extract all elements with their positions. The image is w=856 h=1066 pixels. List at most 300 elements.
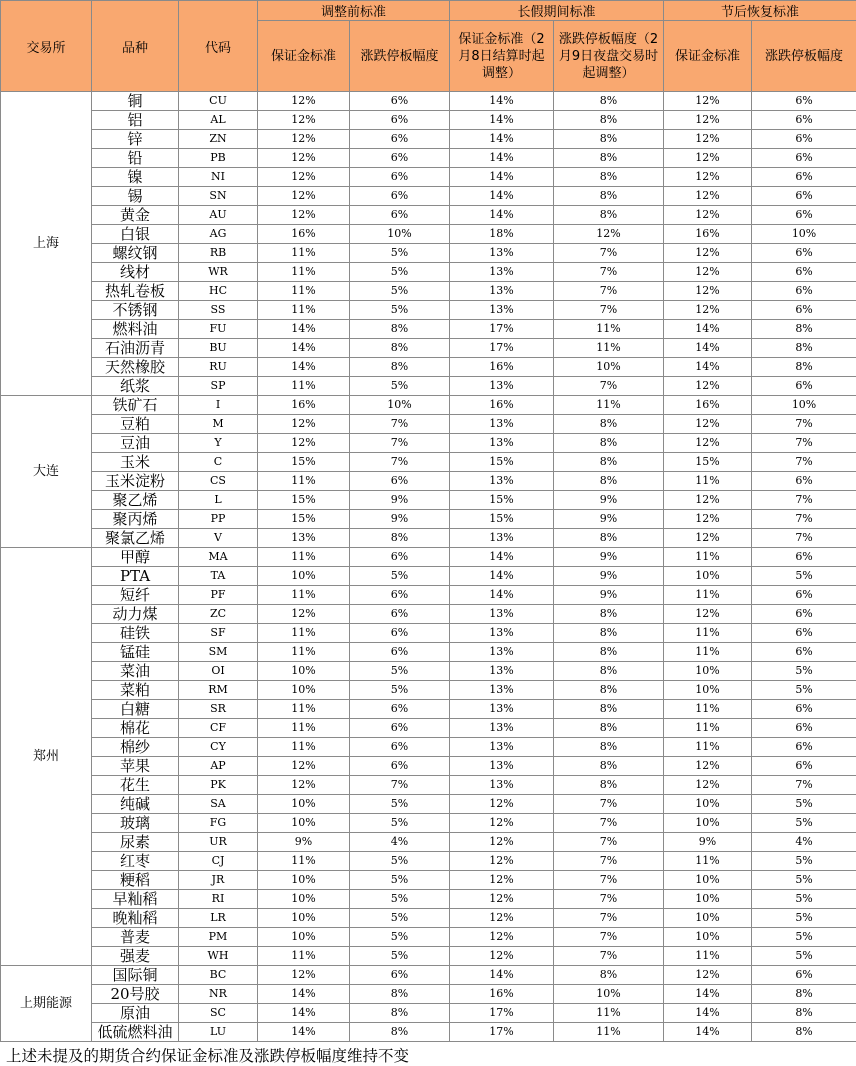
limit-holiday-cell: 8% bbox=[554, 206, 664, 225]
margin-before-cell: 14% bbox=[258, 985, 350, 1004]
margin-before-cell: 10% bbox=[258, 681, 350, 700]
table-row bbox=[1, 529, 856, 548]
margin-holiday-cell: 12% bbox=[450, 833, 554, 852]
variety-cell: 纸浆 bbox=[92, 377, 179, 396]
limit-before-cell: 5% bbox=[350, 377, 450, 396]
code-cell: MA bbox=[179, 548, 258, 567]
margin-holiday-cell: 12% bbox=[450, 795, 554, 814]
code-cell: SA bbox=[179, 795, 258, 814]
code-cell: PP bbox=[179, 510, 258, 529]
header-group-after: 节后恢复标准 bbox=[664, 1, 856, 21]
variety-cell: 20号胶 bbox=[92, 985, 179, 1004]
table-row bbox=[1, 377, 856, 396]
limit-before-cell: 6% bbox=[350, 966, 450, 985]
limit-after-cell: 6% bbox=[752, 548, 856, 567]
code-cell: CU bbox=[179, 92, 258, 111]
limit-before-cell: 5% bbox=[350, 301, 450, 320]
table-row bbox=[1, 491, 856, 510]
limit-holiday-cell: 11% bbox=[554, 396, 664, 415]
table-row bbox=[1, 339, 856, 358]
limit-holiday-cell: 9% bbox=[554, 491, 664, 510]
code-cell: OI bbox=[179, 662, 258, 681]
margin-holiday-cell: 15% bbox=[450, 453, 554, 472]
code-cell: WR bbox=[179, 263, 258, 282]
limit-holiday-cell: 8% bbox=[554, 738, 664, 757]
limit-holiday-cell: 8% bbox=[554, 757, 664, 776]
table-row bbox=[1, 643, 856, 662]
limit-after-cell: 7% bbox=[752, 415, 856, 434]
code-cell: SM bbox=[179, 643, 258, 662]
margin-before-cell: 10% bbox=[258, 795, 350, 814]
limit-after-cell: 10% bbox=[752, 396, 856, 415]
limit-holiday-cell: 7% bbox=[554, 947, 664, 966]
code-cell: PB bbox=[179, 149, 258, 168]
limit-after-cell: 8% bbox=[752, 339, 856, 358]
variety-cell: 短纤 bbox=[92, 586, 179, 605]
limit-before-cell: 5% bbox=[350, 909, 450, 928]
margin-after-cell: 12% bbox=[664, 377, 752, 396]
code-cell: RI bbox=[179, 890, 258, 909]
margin-after-cell: 12% bbox=[664, 263, 752, 282]
limit-holiday-cell: 8% bbox=[554, 643, 664, 662]
margin-before-cell: 12% bbox=[258, 168, 350, 187]
limit-before-cell: 6% bbox=[350, 92, 450, 111]
margin-before-cell: 11% bbox=[258, 472, 350, 491]
table-row bbox=[1, 624, 856, 643]
margin-holiday-cell: 14% bbox=[450, 586, 554, 605]
code-cell: HC bbox=[179, 282, 258, 301]
variety-cell: 铝 bbox=[92, 111, 179, 130]
margin-before-cell: 14% bbox=[258, 358, 350, 377]
limit-holiday-cell: 7% bbox=[554, 282, 664, 301]
table-row bbox=[1, 92, 856, 111]
variety-cell: 纯碱 bbox=[92, 795, 179, 814]
margin-after-cell: 12% bbox=[664, 111, 752, 130]
limit-before-cell: 6% bbox=[350, 111, 450, 130]
table-row bbox=[1, 510, 856, 529]
variety-cell: 粳稻 bbox=[92, 871, 179, 890]
table-row bbox=[1, 662, 856, 681]
margin-after-cell: 12% bbox=[664, 301, 752, 320]
limit-holiday-cell: 9% bbox=[554, 586, 664, 605]
variety-cell: 天然橡胶 bbox=[92, 358, 179, 377]
limit-holiday-cell: 7% bbox=[554, 244, 664, 263]
code-cell: BU bbox=[179, 339, 258, 358]
code-cell: PM bbox=[179, 928, 258, 947]
margin-before-cell: 11% bbox=[258, 263, 350, 282]
table-row bbox=[1, 567, 856, 586]
limit-holiday-cell: 7% bbox=[554, 928, 664, 947]
margin-before-cell: 14% bbox=[258, 339, 350, 358]
table-row bbox=[1, 206, 856, 225]
code-cell: SN bbox=[179, 187, 258, 206]
variety-cell: 不锈钢 bbox=[92, 301, 179, 320]
table-row bbox=[1, 301, 856, 320]
code-cell: CS bbox=[179, 472, 258, 491]
margin-holiday-cell: 13% bbox=[450, 605, 554, 624]
table-row bbox=[1, 871, 856, 890]
table-body bbox=[1, 92, 856, 1042]
limit-after-cell: 7% bbox=[752, 491, 856, 510]
margin-after-cell: 14% bbox=[664, 339, 752, 358]
margin-holiday-cell: 14% bbox=[450, 149, 554, 168]
code-cell: NR bbox=[179, 985, 258, 1004]
margin-before-cell: 12% bbox=[258, 776, 350, 795]
limit-holiday-cell: 7% bbox=[554, 263, 664, 282]
margin-after-cell: 10% bbox=[664, 928, 752, 947]
table-row bbox=[1, 833, 856, 852]
margin-before-cell: 14% bbox=[258, 320, 350, 339]
table-row bbox=[1, 244, 856, 263]
variety-cell: 甲醇 bbox=[92, 548, 179, 567]
table-row bbox=[1, 396, 856, 415]
limit-before-cell: 9% bbox=[350, 510, 450, 529]
limit-after-cell: 5% bbox=[752, 890, 856, 909]
code-cell: C bbox=[179, 453, 258, 472]
limit-holiday-cell: 8% bbox=[554, 472, 664, 491]
margin-holiday-cell: 13% bbox=[450, 244, 554, 263]
variety-cell: 尿素 bbox=[92, 833, 179, 852]
limit-holiday-cell: 7% bbox=[554, 301, 664, 320]
margin-after-cell: 16% bbox=[664, 396, 752, 415]
limit-before-cell: 7% bbox=[350, 453, 450, 472]
margin-after-cell: 12% bbox=[664, 776, 752, 795]
exchange-cell: 上海 bbox=[1, 92, 92, 396]
limit-after-cell: 7% bbox=[752, 510, 856, 529]
variety-cell: 棉花 bbox=[92, 719, 179, 738]
variety-cell: 豆油 bbox=[92, 434, 179, 453]
code-cell: LU bbox=[179, 1023, 258, 1042]
margin-before-cell: 16% bbox=[258, 225, 350, 244]
code-cell: AG bbox=[179, 225, 258, 244]
table-header bbox=[1, 1, 856, 92]
margin-holiday-cell: 13% bbox=[450, 415, 554, 434]
code-cell: CJ bbox=[179, 852, 258, 871]
margin-holiday-cell: 17% bbox=[450, 339, 554, 358]
table-row bbox=[1, 700, 856, 719]
margin-before-cell: 11% bbox=[258, 586, 350, 605]
variety-cell: 动力煤 bbox=[92, 605, 179, 624]
limit-after-cell: 6% bbox=[752, 966, 856, 985]
table-row bbox=[1, 909, 856, 928]
margin-holiday-cell: 13% bbox=[450, 624, 554, 643]
code-cell: NI bbox=[179, 168, 258, 187]
limit-after-cell: 5% bbox=[752, 928, 856, 947]
margin-holiday-cell: 12% bbox=[450, 852, 554, 871]
code-cell: RU bbox=[179, 358, 258, 377]
margin-holiday-cell: 13% bbox=[450, 662, 554, 681]
limit-before-cell: 8% bbox=[350, 358, 450, 377]
limit-before-cell: 6% bbox=[350, 757, 450, 776]
margin-after-cell: 10% bbox=[664, 909, 752, 928]
limit-holiday-cell: 8% bbox=[554, 624, 664, 643]
margin-before-cell: 12% bbox=[258, 187, 350, 206]
limit-holiday-cell: 7% bbox=[554, 871, 664, 890]
limit-after-cell: 5% bbox=[752, 814, 856, 833]
limit-after-cell: 5% bbox=[752, 852, 856, 871]
margin-holiday-cell: 13% bbox=[450, 681, 554, 700]
limit-before-cell: 5% bbox=[350, 852, 450, 871]
margin-after-cell: 11% bbox=[664, 852, 752, 871]
limit-after-cell: 6% bbox=[752, 624, 856, 643]
limit-holiday-cell: 8% bbox=[554, 966, 664, 985]
variety-cell: 硅铁 bbox=[92, 624, 179, 643]
limit-after-cell: 5% bbox=[752, 947, 856, 966]
variety-cell: 黄金 bbox=[92, 206, 179, 225]
code-cell: SR bbox=[179, 700, 258, 719]
limit-before-cell: 6% bbox=[350, 168, 450, 187]
limit-before-cell: 4% bbox=[350, 833, 450, 852]
limit-holiday-cell: 8% bbox=[554, 415, 664, 434]
table-row bbox=[1, 719, 856, 738]
limit-holiday-cell: 8% bbox=[554, 149, 664, 168]
limit-after-cell: 7% bbox=[752, 434, 856, 453]
margin-before-cell: 14% bbox=[258, 1023, 350, 1042]
header-margin-holiday: 保证金标准（2月8日结算时起调整） bbox=[450, 21, 554, 92]
limit-after-cell: 6% bbox=[752, 244, 856, 263]
limit-after-cell: 6% bbox=[752, 738, 856, 757]
margin-after-cell: 12% bbox=[664, 415, 752, 434]
table-row bbox=[1, 187, 856, 206]
margin-before-cell: 12% bbox=[258, 111, 350, 130]
code-cell: JR bbox=[179, 871, 258, 890]
margin-after-cell: 12% bbox=[664, 130, 752, 149]
table-row bbox=[1, 282, 856, 301]
margin-holiday-cell: 13% bbox=[450, 738, 554, 757]
code-cell: UR bbox=[179, 833, 258, 852]
margin-before-cell: 9% bbox=[258, 833, 350, 852]
limit-before-cell: 6% bbox=[350, 206, 450, 225]
margin-holiday-cell: 16% bbox=[450, 396, 554, 415]
limit-before-cell: 8% bbox=[350, 529, 450, 548]
margin-before-cell: 11% bbox=[258, 643, 350, 662]
margin-holiday-cell: 13% bbox=[450, 757, 554, 776]
variety-cell: 线材 bbox=[92, 263, 179, 282]
margin-holiday-cell: 13% bbox=[450, 700, 554, 719]
code-cell: M bbox=[179, 415, 258, 434]
margin-before-cell: 11% bbox=[258, 947, 350, 966]
variety-cell: 低硫燃料油 bbox=[92, 1023, 179, 1042]
table-row bbox=[1, 890, 856, 909]
margin-before-cell: 12% bbox=[258, 605, 350, 624]
limit-after-cell: 6% bbox=[752, 586, 856, 605]
margin-before-cell: 12% bbox=[258, 92, 350, 111]
limit-after-cell: 7% bbox=[752, 453, 856, 472]
margin-before-cell: 16% bbox=[258, 396, 350, 415]
limit-before-cell: 5% bbox=[350, 795, 450, 814]
limit-before-cell: 5% bbox=[350, 681, 450, 700]
margin-after-cell: 11% bbox=[664, 643, 752, 662]
limit-after-cell: 7% bbox=[752, 776, 856, 795]
variety-cell: 铁矿石 bbox=[92, 396, 179, 415]
code-cell: TA bbox=[179, 567, 258, 586]
limit-holiday-cell: 8% bbox=[554, 681, 664, 700]
margin-holiday-cell: 17% bbox=[450, 1004, 554, 1023]
limit-before-cell: 8% bbox=[350, 320, 450, 339]
header-variety: 品种 bbox=[92, 1, 179, 92]
margin-holiday-cell: 15% bbox=[450, 510, 554, 529]
margin-holiday-cell: 16% bbox=[450, 358, 554, 377]
margin-after-cell: 12% bbox=[664, 92, 752, 111]
variety-cell: 螺纹钢 bbox=[92, 244, 179, 263]
margin-before-cell: 14% bbox=[258, 1004, 350, 1023]
variety-cell: 国际铜 bbox=[92, 966, 179, 985]
margin-holiday-cell: 13% bbox=[450, 776, 554, 795]
limit-holiday-cell: 11% bbox=[554, 1023, 664, 1042]
table-row bbox=[1, 605, 856, 624]
limit-before-cell: 6% bbox=[350, 586, 450, 605]
code-cell: V bbox=[179, 529, 258, 548]
code-cell: SC bbox=[179, 1004, 258, 1023]
variety-cell: 铅 bbox=[92, 149, 179, 168]
code-cell: AL bbox=[179, 111, 258, 130]
variety-cell: 聚氯乙烯 bbox=[92, 529, 179, 548]
limit-holiday-cell: 9% bbox=[554, 567, 664, 586]
limit-after-cell: 5% bbox=[752, 871, 856, 890]
margin-after-cell: 12% bbox=[664, 605, 752, 624]
limit-holiday-cell: 7% bbox=[554, 377, 664, 396]
table-row bbox=[1, 320, 856, 339]
limit-holiday-cell: 10% bbox=[554, 358, 664, 377]
limit-holiday-cell: 11% bbox=[554, 339, 664, 358]
margin-after-cell: 10% bbox=[664, 871, 752, 890]
margin-before-cell: 11% bbox=[258, 282, 350, 301]
limit-before-cell: 5% bbox=[350, 263, 450, 282]
margin-after-cell: 10% bbox=[664, 567, 752, 586]
header-margin-before: 保证金标准 bbox=[258, 21, 350, 92]
exchange-cell: 大连 bbox=[1, 396, 92, 548]
margin-after-cell: 12% bbox=[664, 187, 752, 206]
margin-holiday-cell: 13% bbox=[450, 434, 554, 453]
margin-holiday-cell: 15% bbox=[450, 491, 554, 510]
limit-holiday-cell: 7% bbox=[554, 909, 664, 928]
table-row bbox=[1, 586, 856, 605]
code-cell: WH bbox=[179, 947, 258, 966]
limit-before-cell: 6% bbox=[350, 605, 450, 624]
limit-holiday-cell: 8% bbox=[554, 187, 664, 206]
code-cell: I bbox=[179, 396, 258, 415]
limit-after-cell: 6% bbox=[752, 206, 856, 225]
limit-before-cell: 8% bbox=[350, 339, 450, 358]
table-row bbox=[1, 130, 856, 149]
limit-holiday-cell: 8% bbox=[554, 700, 664, 719]
limit-after-cell: 6% bbox=[752, 757, 856, 776]
header-group-before: 调整前标准 bbox=[258, 1, 450, 21]
table-row bbox=[1, 681, 856, 700]
margin-holiday-cell: 12% bbox=[450, 947, 554, 966]
margin-holiday-cell: 13% bbox=[450, 263, 554, 282]
margin-after-cell: 11% bbox=[664, 700, 752, 719]
limit-after-cell: 6% bbox=[752, 719, 856, 738]
limit-after-cell: 10% bbox=[752, 225, 856, 244]
margin-holiday-cell: 13% bbox=[450, 643, 554, 662]
limit-after-cell: 6% bbox=[752, 168, 856, 187]
limit-after-cell: 8% bbox=[752, 320, 856, 339]
limit-before-cell: 9% bbox=[350, 491, 450, 510]
margin-holiday-cell: 14% bbox=[450, 187, 554, 206]
margin-before-cell: 10% bbox=[258, 662, 350, 681]
limit-holiday-cell: 8% bbox=[554, 529, 664, 548]
margin-after-cell: 12% bbox=[664, 491, 752, 510]
margin-before-cell: 12% bbox=[258, 149, 350, 168]
margin-after-cell: 14% bbox=[664, 320, 752, 339]
limit-before-cell: 7% bbox=[350, 776, 450, 795]
variety-cell: 石油沥青 bbox=[92, 339, 179, 358]
margin-holiday-cell: 14% bbox=[450, 130, 554, 149]
limit-after-cell: 5% bbox=[752, 681, 856, 700]
margin-after-cell: 12% bbox=[664, 966, 752, 985]
header-exchange: 交易所 bbox=[1, 1, 92, 92]
limit-after-cell: 6% bbox=[752, 377, 856, 396]
variety-cell: 燃料油 bbox=[92, 320, 179, 339]
code-cell: PK bbox=[179, 776, 258, 795]
table-row bbox=[1, 947, 856, 966]
footnote: 上述未提及的期货合约保证金标准及涨跌停板幅度维持不变 bbox=[6, 1047, 410, 1065]
margin-before-cell: 11% bbox=[258, 719, 350, 738]
margin-after-cell: 11% bbox=[664, 586, 752, 605]
limit-after-cell: 6% bbox=[752, 111, 856, 130]
limit-after-cell: 6% bbox=[752, 282, 856, 301]
code-cell: ZN bbox=[179, 130, 258, 149]
margin-before-cell: 11% bbox=[258, 377, 350, 396]
limit-holiday-cell: 8% bbox=[554, 719, 664, 738]
limit-before-cell: 8% bbox=[350, 1023, 450, 1042]
limit-holiday-cell: 10% bbox=[554, 985, 664, 1004]
variety-cell: 铜 bbox=[92, 92, 179, 111]
margin-holiday-cell: 13% bbox=[450, 377, 554, 396]
margin-after-cell: 12% bbox=[664, 434, 752, 453]
limit-after-cell: 5% bbox=[752, 662, 856, 681]
margin-after-cell: 11% bbox=[664, 624, 752, 643]
margin-before-cell: 11% bbox=[258, 624, 350, 643]
margin-holiday-cell: 12% bbox=[450, 890, 554, 909]
variety-cell: 聚乙烯 bbox=[92, 491, 179, 510]
variety-cell: 锡 bbox=[92, 187, 179, 206]
margin-after-cell: 10% bbox=[664, 795, 752, 814]
margin-before-cell: 11% bbox=[258, 700, 350, 719]
margin-after-cell: 10% bbox=[664, 681, 752, 700]
margin-before-cell: 10% bbox=[258, 909, 350, 928]
limit-holiday-cell: 11% bbox=[554, 1004, 664, 1023]
margin-after-cell: 12% bbox=[664, 149, 752, 168]
margin-after-cell: 11% bbox=[664, 719, 752, 738]
limit-after-cell: 5% bbox=[752, 567, 856, 586]
variety-cell: 玉米淀粉 bbox=[92, 472, 179, 491]
limit-after-cell: 6% bbox=[752, 149, 856, 168]
code-cell: SF bbox=[179, 624, 258, 643]
limit-after-cell: 7% bbox=[752, 529, 856, 548]
margin-holiday-cell: 13% bbox=[450, 282, 554, 301]
margin-holiday-cell: 14% bbox=[450, 966, 554, 985]
table-row bbox=[1, 795, 856, 814]
table-row bbox=[1, 985, 856, 1004]
table-row bbox=[1, 738, 856, 757]
variety-cell: 原油 bbox=[92, 1004, 179, 1023]
margin-after-cell: 12% bbox=[664, 510, 752, 529]
limit-after-cell: 8% bbox=[752, 985, 856, 1004]
limit-after-cell: 8% bbox=[752, 1004, 856, 1023]
margin-after-cell: 11% bbox=[664, 738, 752, 757]
margin-after-cell: 12% bbox=[664, 168, 752, 187]
limit-before-cell: 5% bbox=[350, 567, 450, 586]
table-row bbox=[1, 776, 856, 795]
limit-holiday-cell: 9% bbox=[554, 510, 664, 529]
margin-before-cell: 12% bbox=[258, 415, 350, 434]
margin-after-cell: 10% bbox=[664, 662, 752, 681]
header-code: 代码 bbox=[179, 1, 258, 92]
margin-after-cell: 12% bbox=[664, 282, 752, 301]
header-margin-after: 保证金标准 bbox=[664, 21, 752, 92]
